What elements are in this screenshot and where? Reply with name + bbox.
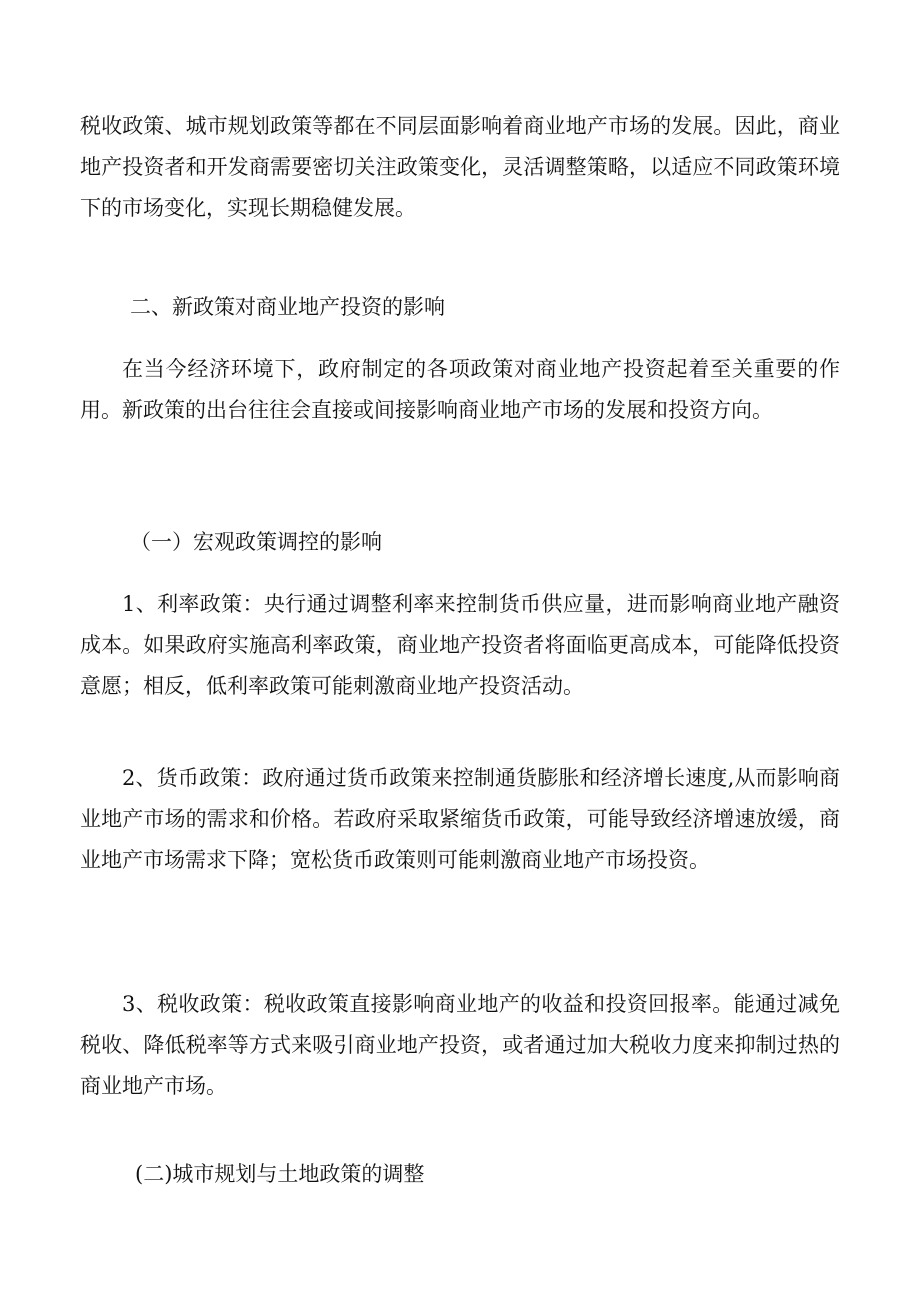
paragraph-interest-rate-policy: 1、利率政策：央行通过调整利率来控制货币供应量，进而影响商业地产融资成本。如果政府实施高利率政策，商业地产投资者将面临更高成本，可能降低投资意愿；相反，低利率政策可能刺激商业地产投资活动。 (80, 592, 840, 698)
paragraph-tax-policy: 3、税收政策：税收政策直接影响商业地产的收益和投资回报率。能通过减免税收、降低税率等方式来吸引商业地产投资，或者通过加大税收力度来抑制过热的商业地产市场。 (80, 992, 840, 1098)
subsection-heading-macro-policy: （一）宏观政策调控的影响 (130, 530, 382, 554)
subsection-heading-urban-planning: (二)城市规划与土地政策的调整 (135, 1162, 425, 1186)
paragraph-policy-summary: 税收政策、城市规划政策等都在不同层面影响着商业地产市场的发展。因此，商业地产投资者和开发商需要密切关注政策变化，灵活调整策略，以适应不同政策环境下的市场变化，实现长期稳健发展。 (80, 114, 840, 220)
paragraph-economic-environment: 在当今经济环境下，政府制定的各项政策对商业地产投资起着至关重要的作用。新政策的出台往往会直接或间接影响商业地产市场的发展和投资方向。 (80, 357, 840, 422)
paragraph-monetary-policy: 2、货币政策：政府通过货币政策来控制通货膨胀和经济增长速度,从而影响商业地产市场的需求和价格。若政府采取紧缩货币政策，可能导致经济增速放缓，商业地产市场需求下降；宽松货币政策则可能刺激商业地产市场投资。 (80, 766, 840, 872)
section-heading-new-policy-impact: 二、新政策对商业地产投资的影响 (130, 295, 445, 319)
